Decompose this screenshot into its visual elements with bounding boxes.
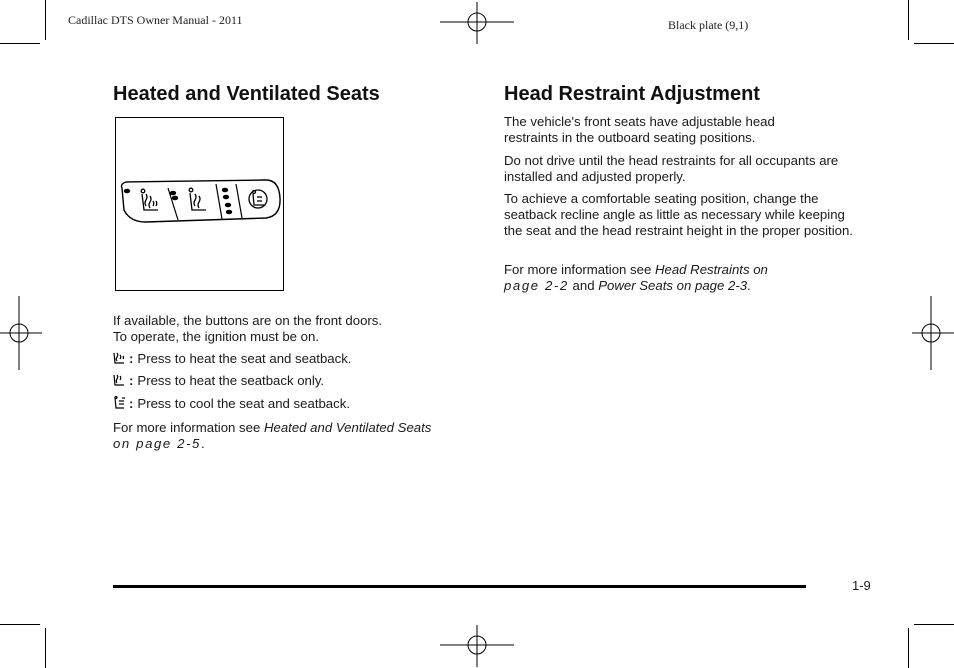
list-item-heat-seat-and-back <box>113 351 351 369</box>
crop-mark <box>0 43 40 44</box>
heated-seats-heading: Heated and Ventilated Seats <box>113 83 380 105</box>
cross-reference-link-head-restraints[interactable]: Head Restraints on <box>654 262 768 277</box>
list-item-cool-seat <box>113 396 350 414</box>
paragraph-1: The vehicle's front seats have adjustable head restraints in the outboard seating positions. <box>504 114 775 145</box>
item-text: Press to cool the seat and seatback. <box>137 396 350 411</box>
crop-mark <box>908 628 909 668</box>
registration-mark-top <box>440 2 514 44</box>
cross-reference-page[interactable]: on page 2-5 <box>113 436 201 451</box>
paragraph-3: To achieve a comfortable seating position, change the seatback recline angle as little as necessary while keeping the seat and the head restraint height in the proper position. <box>504 191 853 238</box>
intro-line-1: If available, the buttons are on the front doors. <box>113 313 383 328</box>
registration-mark-right <box>912 296 954 370</box>
registration-mark-left <box>0 296 42 370</box>
left-more-info <box>113 420 483 452</box>
item-text: Press to heat the seatback only. <box>137 373 325 388</box>
manual-title: Cadillac DTS Owner Manual - 2011 <box>68 13 243 27</box>
crop-mark <box>914 624 954 625</box>
seat-controls-illustration <box>115 117 284 291</box>
intro-line-2: To operate, the ignition must be on. <box>113 329 320 344</box>
item-text: Press to heat the seat and seatback. <box>137 351 352 366</box>
item-colon: : <box>129 373 134 388</box>
seat-button-panel-drawing <box>116 118 282 289</box>
crop-mark <box>45 0 46 40</box>
cross-reference-link[interactable]: Heated and Ventilated Seats <box>263 420 432 435</box>
crop-mark <box>914 43 954 44</box>
more-info-prefix: For more information see <box>504 262 655 277</box>
ventilated-seat-icon <box>113 396 127 414</box>
cross-reference-page[interactable]: page 2-2 <box>504 278 569 293</box>
conjunction: and <box>568 278 599 293</box>
paragraph-2: Do not drive until the head restraints for all occupants are installed and adjusted properly. <box>504 153 839 184</box>
more-info-suffix: . <box>201 436 205 451</box>
right-more-info <box>504 262 866 294</box>
item-colon: : <box>129 396 134 411</box>
registration-mark-bottom <box>440 625 514 667</box>
page-number: 1-9 <box>852 578 871 593</box>
heated-seatback-icon <box>113 373 127 391</box>
more-info-suffix: . <box>747 278 751 293</box>
crop-mark <box>0 624 40 625</box>
heated-seat-and-back-icon <box>113 351 127 369</box>
head-restraint-heading: Head Restraint Adjustment <box>504 83 760 105</box>
more-info-prefix: For more information see <box>113 420 264 435</box>
cross-reference-link-power-seats[interactable]: Power Seats on page 2-3 <box>598 278 748 293</box>
item-colon: : <box>129 351 134 366</box>
footer-rule <box>113 585 806 588</box>
crop-mark <box>908 0 909 40</box>
plate-label: Black plate (9,1) <box>668 18 749 32</box>
crop-mark <box>45 628 46 668</box>
list-item-heat-seatback <box>113 373 324 391</box>
